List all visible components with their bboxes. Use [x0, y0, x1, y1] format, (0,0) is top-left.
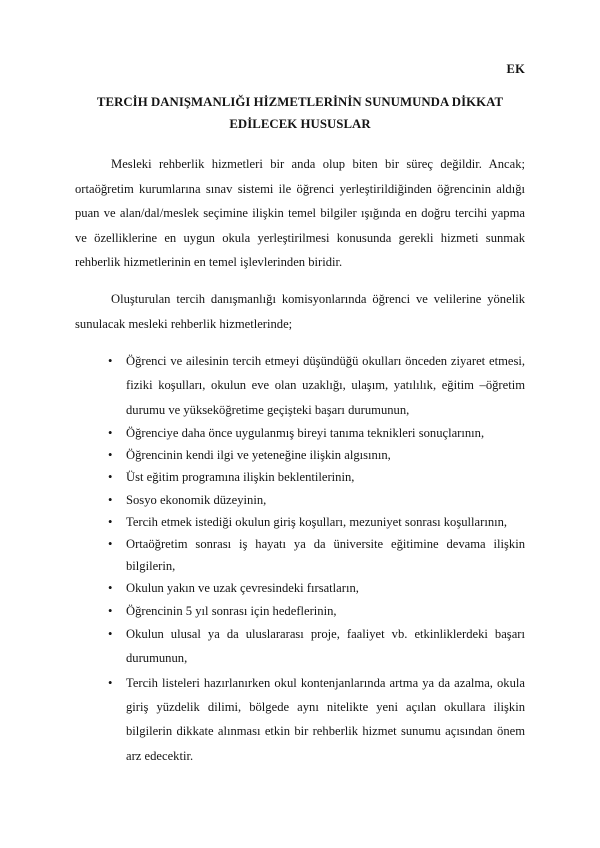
list-item: [75, 622, 525, 671]
bullet-icon: •: [108, 626, 113, 641]
list-item-text: Tercih etmek istediği okulun giriş koşulları, mezuniyet sonrası koşullarının,: [126, 514, 508, 529]
list-item: [75, 511, 525, 533]
bullet-icon: •: [108, 470, 113, 485]
bullet-icon: •: [108, 581, 113, 596]
list-item-text: Tercih listeleri hazırlanırken okul kontenjanlarında artma ya da azalma, okula giriş yüzdelik dilimi, bölgede aynı nitelikte yeni açılan okullara ilişkin bilgilerin dikkate alınması etkin bir rehberlik hizmet sunumu açısından önem arz edecektir.: [126, 675, 525, 763]
list-item: [75, 349, 525, 422]
list-item: [75, 489, 525, 511]
page-title-line-1: TERCİH DANIŞMANLIĞI HİZMETLERİNİN SUNUMUNDA DİKKAT: [96, 95, 504, 109]
bullet-icon: •: [108, 603, 113, 618]
bullet-icon: •: [108, 514, 113, 529]
list-item-text: Sosyo ekonomik düzeyinin,: [126, 492, 267, 507]
list-item: [75, 671, 525, 769]
list-item-text: Ortaöğretim sonrası iş hayatı ya da üniversite eğitimine devama ilişkin bilgilerin,: [126, 536, 525, 574]
bullet-icon: •: [108, 448, 113, 463]
page-title: [75, 91, 525, 135]
page-title-line-2: EDİLECEK HUSUSLAR: [229, 117, 371, 131]
list-item: [75, 466, 525, 488]
bullet-icon: •: [108, 492, 113, 507]
list-item-text: Üst eğitim programına ilişkin beklentilerinin,: [126, 470, 355, 485]
bullet-icon: •: [108, 425, 113, 440]
list-item-text: Öğrencinin kendi ilgi ve yeteneğine ilişkin algısının,: [126, 448, 391, 463]
body-paragraph-2: Oluşturulan tercih danışmanlığı komisyonlarında öğrenci ve velilerine yönelik sunulacak mesleki rehberlik hizmetlerinde;: [75, 292, 525, 331]
criteria-list: [75, 349, 525, 768]
annex-marker: EK: [506, 62, 525, 76]
body-paragraph-1: Mesleki rehberlik hizmetleri bir anda olup biten bir süreç değildir. Ancak; ortaöğretim kurumlarına sınav sistemi ile öğrenci yerleştirildiğinden öğrencinin aldığı puan ve alan/dal/meslek seçimine ilişkin temel bilgiler ışığında en doğru tercihi yapma ve özelliklerine en uygun okula yerleştirilmesi konusunda gerekli hizmeti sunmak rehberlik hizmetlerinin en temel işlevlerinden biridir.: [75, 157, 525, 269]
list-item-text: Okulun ulusal ya da uluslararası proje, faaliyet vb. etkinliklerdeki başarı durumunun,: [126, 626, 525, 666]
list-item: [75, 533, 525, 577]
list-item-text: Öğrenci ve ailesinin tercih etmeyi düşündüğü okulları önceden ziyaret etmesi, fiziki koşulları, okulun eve olan uzaklığı, ulaşım, yatılılık, eğitim –öğretim durumu ve yükseköğretime geçişteki başarı durumunun,: [126, 353, 525, 417]
list-item-text: Öğrencinin 5 yıl sonrası için hedeflerinin,: [126, 603, 337, 618]
list-item-text: Okulun yakın ve uzak çevresindeki fırsatların,: [126, 581, 359, 596]
list-item-text: Öğrenciye daha önce uygulanmış bireyi tanıma teknikleri sonuçlarının,: [126, 425, 485, 440]
bullet-icon: •: [108, 536, 113, 551]
bullet-icon: •: [108, 353, 113, 368]
list-item: [75, 444, 525, 466]
list-item: [75, 600, 525, 622]
bullet-icon: •: [108, 675, 113, 690]
list-item: [75, 577, 525, 599]
list-item: [75, 422, 525, 444]
document-content: [75, 0, 525, 768]
